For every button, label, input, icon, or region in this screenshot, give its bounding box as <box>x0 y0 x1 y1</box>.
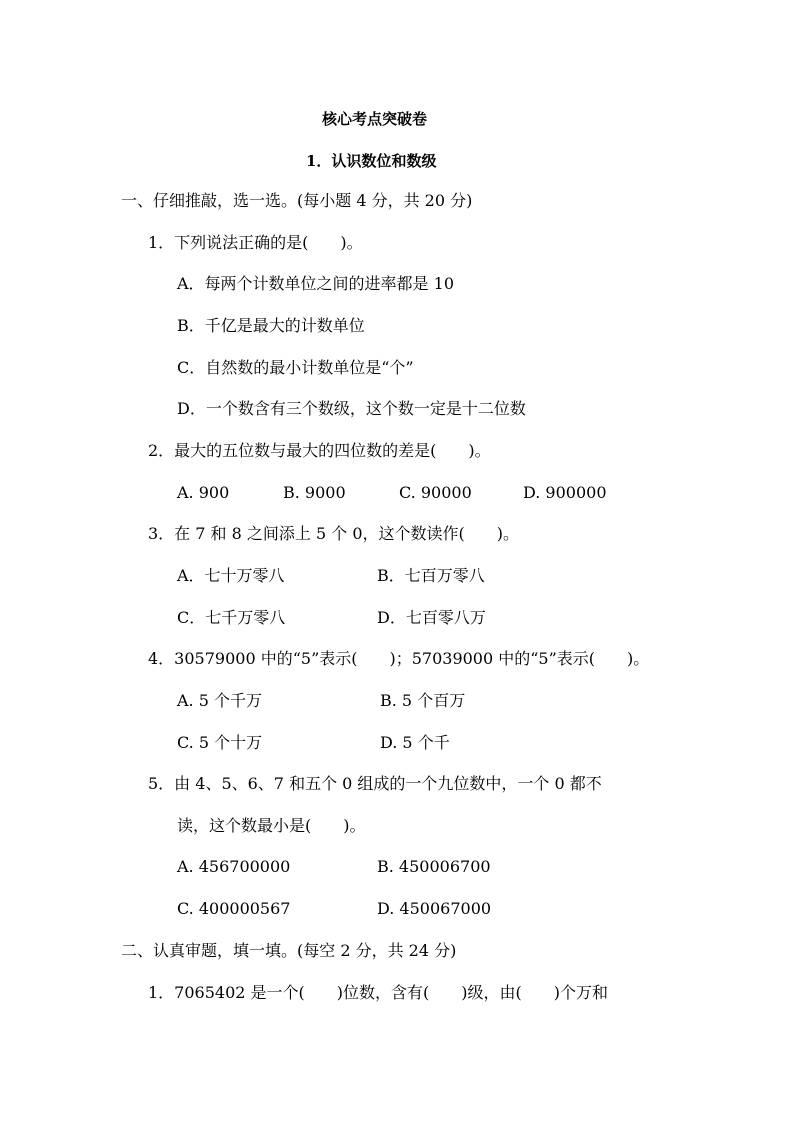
section1-heading: 一、仔细推敲，选一选。(每小题 4 分，共 20 分) <box>121 191 473 210</box>
section2-question-1-stem: 1．7065402 是一个( )位数，含有( )级，由( )个万和 <box>148 983 608 1002</box>
question-5-stem-line2: 读，这个数最小是( )。 <box>177 816 366 835</box>
q2-option-a: A. 900 <box>177 483 230 502</box>
q2-option-d: D. 900000 <box>523 483 607 502</box>
q1-option-d: D．一个数含有三个数级，这个数一定是十二位数 <box>177 399 526 418</box>
q2-option-b: B. 9000 <box>283 483 346 502</box>
q4-option-b: B. 5 个百万 <box>380 691 466 710</box>
q1-option-a: A．每两个计数单位之间的进率都是 10 <box>177 274 455 293</box>
q5-option-d: D. 450067000 <box>377 899 492 918</box>
q5-option-b: B. 450006700 <box>377 857 491 876</box>
q1-option-b: B．千亿是最大的计数单位 <box>177 316 365 335</box>
doc-subtitle: 1．认识数位和数级 <box>306 152 437 170</box>
q3-option-b: B．七百万零八 <box>377 566 485 585</box>
q1-option-c: C．自然数的最小计数单位是“个” <box>177 358 414 377</box>
question-2-stem: 2．最大的五位数与最大的四位数的差是( )。 <box>148 441 491 460</box>
q3-option-d: D．七百零八万 <box>377 608 486 627</box>
q3-option-c: C．七千万零八 <box>177 608 286 627</box>
q2-option-c: C. 90000 <box>399 483 472 502</box>
question-1-stem: 1．下列说法正确的是( )。 <box>148 233 363 252</box>
q4-option-c: C. 5 个十万 <box>177 733 263 752</box>
q3-option-a: A．七十万零八 <box>177 566 285 585</box>
section2-heading: 二、认真审题，填一填。(每空 2 分，共 24 分) <box>121 941 457 960</box>
question-3-stem: 3．在 7 和 8 之间添上 5 个 0，这个数读作( )。 <box>148 524 519 543</box>
q4-option-a: A. 5 个千万 <box>177 691 262 710</box>
question-5-stem-line1: 5．由 4、5、6、7 和五个 0 组成的一个九位数中，一个 0 都不 <box>148 774 602 793</box>
question-4-stem: 4．30579000 中的“5”表示( )；57039000 中的“5”表示( )。 <box>148 649 650 668</box>
doc-title: 核心考点突破卷 <box>322 110 428 128</box>
q5-option-a: A. 456700000 <box>177 857 291 876</box>
q4-option-d: D. 5 个千 <box>380 733 450 752</box>
q5-option-c: C. 400000567 <box>177 899 291 918</box>
